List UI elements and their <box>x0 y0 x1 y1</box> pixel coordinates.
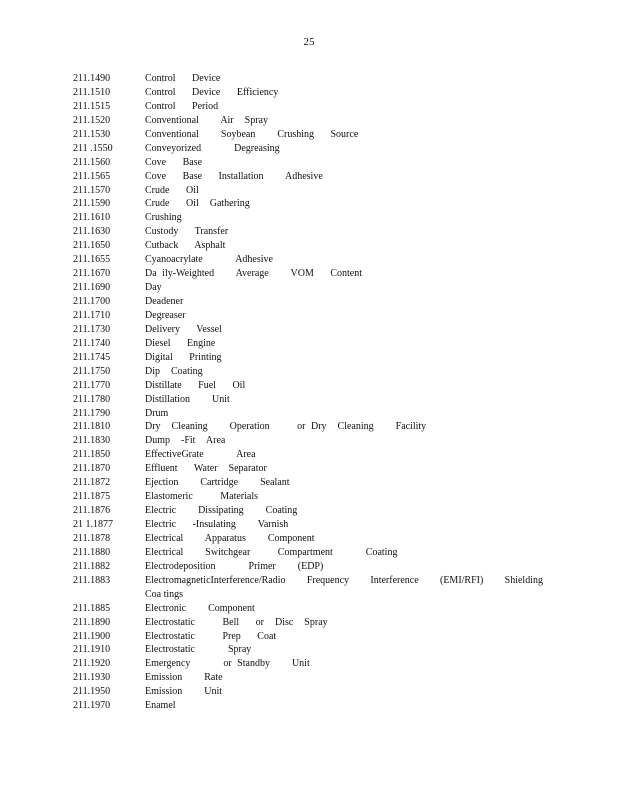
section-number: 211.1590 <box>73 198 111 210</box>
list-item <box>73 253 543 267</box>
section-number: 211.1745 <box>73 351 111 363</box>
defined-term: Control Device Efficiency <box>145 86 279 98</box>
defined-term: Electrical Apparatus Component <box>145 532 315 544</box>
section-number: 211.1870 <box>73 463 111 475</box>
section-number: 211.1650 <box>73 240 111 252</box>
defined-term: Electrodeposition Primer (EDP) <box>145 560 324 572</box>
defined-term: Cove Base Installation Adhesive <box>145 170 323 182</box>
page-number: 25 <box>303 36 315 48</box>
defined-term: Ejection Cartridge Sealant <box>145 477 290 489</box>
defined-term: ElectromagneticInterference/Radio Frequency Interference (EMI/RFI) Shielding <box>145 574 543 586</box>
section-number: 211 .1550 <box>73 142 113 154</box>
section-number: 21 1.1877 <box>73 519 113 530</box>
section-number: 211.1630 <box>73 226 111 238</box>
list-item <box>73 142 543 156</box>
defined-term: Dry Cleaning Operation or Dry Cleaning Facility <box>145 421 427 433</box>
section-number: 211.1872 <box>73 477 111 489</box>
section-number: 211.1690 <box>73 282 111 294</box>
defined-term: Emission Unit <box>145 686 223 698</box>
section-number: 211.1790 <box>73 407 111 419</box>
defined-term: Control Device <box>145 73 221 84</box>
section-number: 211.1970 <box>73 700 111 712</box>
definitions-list <box>73 72 543 713</box>
list-item <box>73 239 543 253</box>
list-item <box>73 295 543 309</box>
defined-term: Elastomeric Materials <box>145 491 259 503</box>
defined-term: Cutback Asphalt <box>145 240 226 252</box>
list-item <box>73 420 543 434</box>
list-item <box>73 393 543 407</box>
list-item <box>73 630 543 644</box>
defined-term: Drum <box>145 407 169 419</box>
section-number: 211.1560 <box>73 156 111 168</box>
defined-term: EffectiveGrate Area <box>145 449 256 461</box>
list-item <box>73 72 543 86</box>
defined-term: Degreaser <box>145 309 186 321</box>
list-item <box>73 267 543 281</box>
list-item <box>73 128 543 142</box>
list-item <box>73 685 543 699</box>
defined-term: Conveyorized Degreasing <box>145 142 280 154</box>
defined-term: Day <box>145 282 162 294</box>
list-item <box>73 407 543 421</box>
defined-term: Distillate Fuel Oil <box>145 379 246 391</box>
section-number: 211.1885 <box>73 602 111 614</box>
list-item <box>73 309 543 323</box>
defined-term: Emission Rate <box>145 672 223 684</box>
defined-term: Conventional Soybean Crushing Source <box>145 128 359 140</box>
section-number: 211.1890 <box>73 616 111 628</box>
defined-term: Distillation Unit <box>145 393 230 405</box>
defined-term: Delivery Vessel <box>145 323 222 335</box>
section-number: 211.1910 <box>73 644 111 656</box>
list-item <box>73 114 543 128</box>
section-number: 211.1900 <box>73 630 111 642</box>
section-number: 211.1810 <box>73 421 111 433</box>
defined-term: Dump -Fit Area <box>145 435 226 447</box>
section-number: 211.1882 <box>73 560 111 572</box>
section-number: 211.1520 <box>73 114 111 126</box>
defined-term: Diesel Engine <box>145 337 216 349</box>
section-number: 211.1530 <box>73 128 111 140</box>
defined-term: Enamel <box>145 700 176 712</box>
section-number: 211.1670 <box>73 268 111 280</box>
list-item <box>73 448 543 462</box>
section-number: 211.1880 <box>73 546 111 558</box>
list-item <box>73 657 543 671</box>
section-number: 211.1510 <box>73 86 111 98</box>
list-item <box>73 546 543 560</box>
defined-term: Effluent Water Separator <box>145 463 267 475</box>
defined-term: Electric -Insulating Varnish <box>145 519 289 530</box>
list-item <box>73 337 543 351</box>
section-number: 211.1875 <box>73 491 111 503</box>
defined-term: Electrostatic Spray <box>145 644 252 656</box>
list-item <box>73 365 543 379</box>
defined-term: Deadener <box>145 296 184 307</box>
list-item <box>73 211 543 225</box>
section-number: 211.1700 <box>73 296 111 307</box>
defined-term: Electrical Switchgear Compartment Coating <box>145 546 398 558</box>
list-item <box>73 197 543 211</box>
list-item <box>73 490 543 504</box>
section-number: 211.1740 <box>73 337 111 349</box>
defined-term: Electronic Component <box>145 602 255 614</box>
section-number: 211.1770 <box>73 379 111 391</box>
section-number: 211.1710 <box>73 309 111 321</box>
section-number: 211.1730 <box>73 323 111 335</box>
list-item <box>73 602 543 616</box>
list-item <box>73 518 543 532</box>
defined-term-continuation: Coa tings <box>145 588 184 600</box>
section-number: 211.1883 <box>73 574 111 586</box>
defined-term: Electric Dissipating Coating <box>145 505 298 517</box>
section-number: 211.1515 <box>73 100 111 112</box>
section-number: 211.1830 <box>73 435 111 447</box>
defined-term: Control Period <box>145 100 219 112</box>
section-number: 211.1565 <box>73 170 111 182</box>
list-item <box>73 281 543 295</box>
section-number: 211.1878 <box>73 532 111 544</box>
list-item <box>73 560 543 574</box>
list-item <box>73 156 543 170</box>
list-item <box>73 616 543 630</box>
list-item <box>73 476 543 490</box>
defined-term: Crushing <box>145 212 182 224</box>
list-item <box>73 574 543 588</box>
section-number: 211.1780 <box>73 393 111 405</box>
defined-term: Dip Coating <box>145 365 203 377</box>
defined-term: Electrostatic Bell or Disc Spray <box>145 616 328 628</box>
list-item <box>73 699 543 713</box>
list-item <box>73 462 543 476</box>
list-item <box>73 86 543 100</box>
defined-term: Custody Transfer <box>145 226 229 238</box>
section-number: 211.1930 <box>73 672 111 684</box>
list-item <box>73 643 543 657</box>
section-number: 211.1570 <box>73 184 111 196</box>
section-number: 211.1490 <box>73 73 111 84</box>
list-item <box>73 504 543 518</box>
section-number: 211.1850 <box>73 449 111 461</box>
list-item <box>73 184 543 198</box>
section-number: 211.1876 <box>73 505 111 517</box>
defined-term: Crude Oil Gathering <box>145 198 250 210</box>
list-item <box>73 379 543 393</box>
section-number: 211.1655 <box>73 254 111 266</box>
section-number: 211.1610 <box>73 212 111 224</box>
defined-term: Electrostatic Prep Coat <box>145 630 277 642</box>
list-item <box>73 323 543 337</box>
defined-term: Conventional Air Spray <box>145 114 268 126</box>
list-item <box>73 532 543 546</box>
list-item <box>73 170 543 184</box>
list-item <box>73 225 543 239</box>
defined-term: Da ily-Weighted Average VOM Content <box>145 268 363 280</box>
defined-term: Digital Printing <box>145 351 222 363</box>
section-number: 211.1920 <box>73 658 111 670</box>
defined-term: Cyanoacrylate Adhesive <box>145 254 273 266</box>
list-item <box>73 100 543 114</box>
list-item <box>73 351 543 365</box>
section-number: 211.1950 <box>73 686 111 698</box>
defined-term: Crude Oil <box>145 184 199 196</box>
defined-term: Cove Base <box>145 156 203 168</box>
section-number: 211.1750 <box>73 365 111 377</box>
list-item <box>73 434 543 448</box>
list-item <box>73 671 543 685</box>
defined-term: Emergency or Standby Unit <box>145 658 310 670</box>
